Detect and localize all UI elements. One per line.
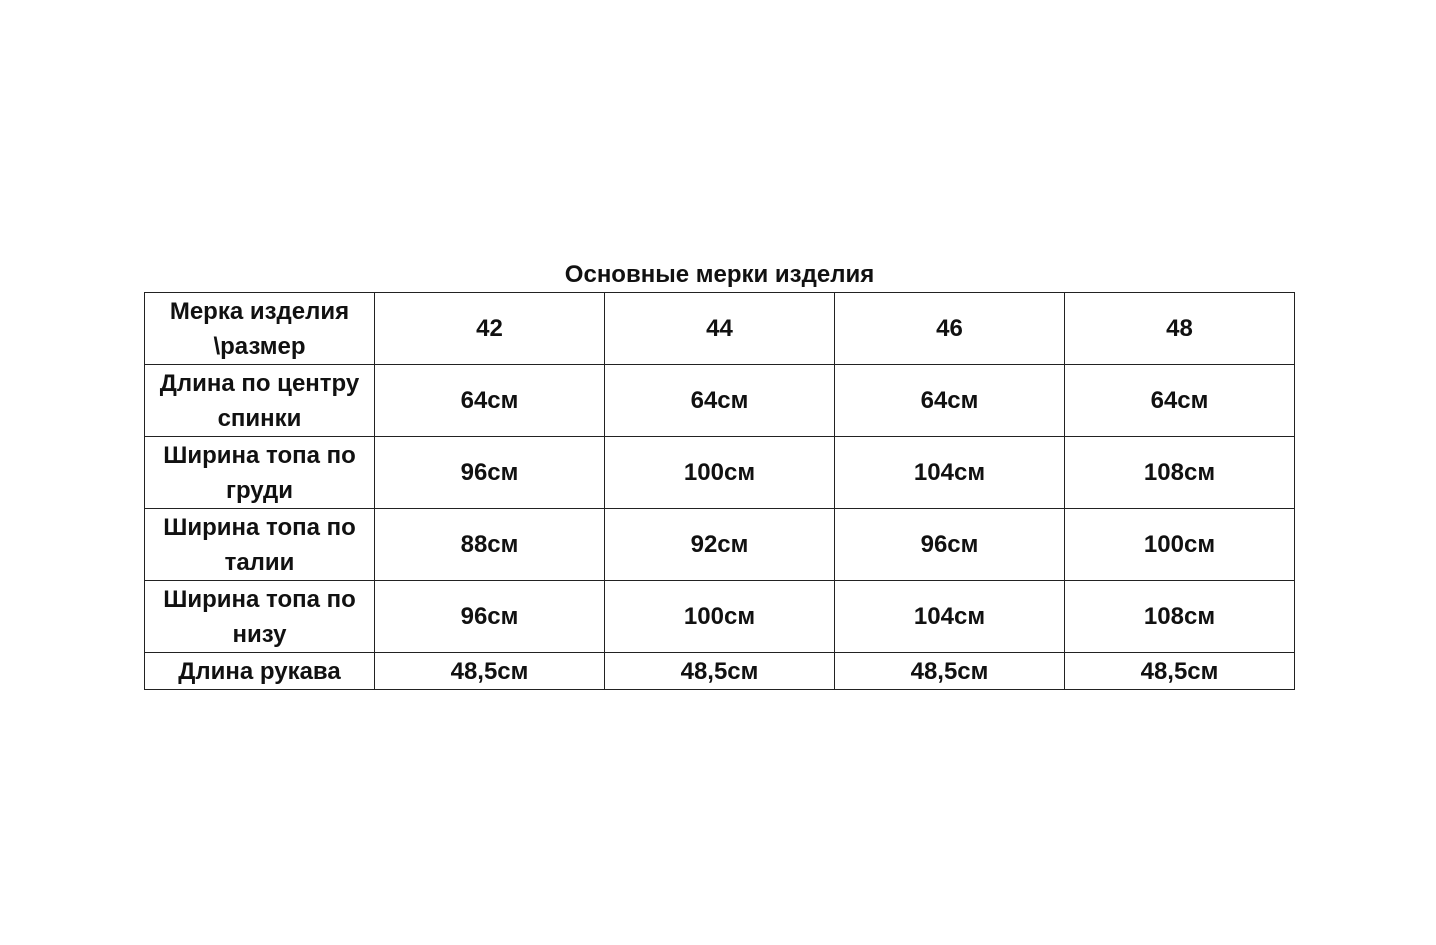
- document-title: Основные мерки изделия: [564, 261, 875, 288]
- value-cell: 96см: [835, 509, 1065, 581]
- value-cell: 64см: [835, 365, 1065, 437]
- table-header-row: [145, 293, 1295, 365]
- table-row: [145, 653, 1295, 690]
- row-label-cell: Длина по центру спинки: [145, 365, 375, 437]
- table-row: [145, 581, 1295, 653]
- value-cell: 96см: [375, 581, 605, 653]
- header-size-cell: 46: [835, 293, 1065, 365]
- value-cell: 100см: [1065, 509, 1295, 581]
- value-cell: 88см: [375, 509, 605, 581]
- table-row: [145, 437, 1295, 509]
- value-cell: 100см: [605, 437, 835, 509]
- value-cell: 48,5см: [835, 653, 1065, 690]
- row-label-cell: Ширина топа по низу: [145, 581, 375, 653]
- value-cell: 96см: [375, 437, 605, 509]
- value-cell: 48,5см: [1065, 653, 1295, 690]
- value-cell: 100см: [605, 581, 835, 653]
- value-cell: 108см: [1065, 581, 1295, 653]
- row-label-cell: Длина рукава: [145, 653, 375, 690]
- row-label-cell: Ширина топа по талии: [145, 509, 375, 581]
- measurements-table: [144, 292, 1295, 690]
- table-row: [145, 509, 1295, 581]
- value-cell: 104см: [835, 581, 1065, 653]
- value-cell: 48,5см: [375, 653, 605, 690]
- value-cell: 104см: [835, 437, 1065, 509]
- value-cell: 108см: [1065, 437, 1295, 509]
- header-size-cell: 42: [375, 293, 605, 365]
- header-size-cell: 44: [605, 293, 835, 365]
- value-cell: 48,5см: [605, 653, 835, 690]
- row-label-cell: Ширина топа по груди: [145, 437, 375, 509]
- header-label-cell: Мерка изделия \размер: [145, 293, 375, 365]
- value-cell: 64см: [1065, 365, 1295, 437]
- table-row: [145, 365, 1295, 437]
- value-cell: 64см: [375, 365, 605, 437]
- header-size-cell: 48: [1065, 293, 1295, 365]
- value-cell: 92см: [605, 509, 835, 581]
- value-cell: 64см: [605, 365, 835, 437]
